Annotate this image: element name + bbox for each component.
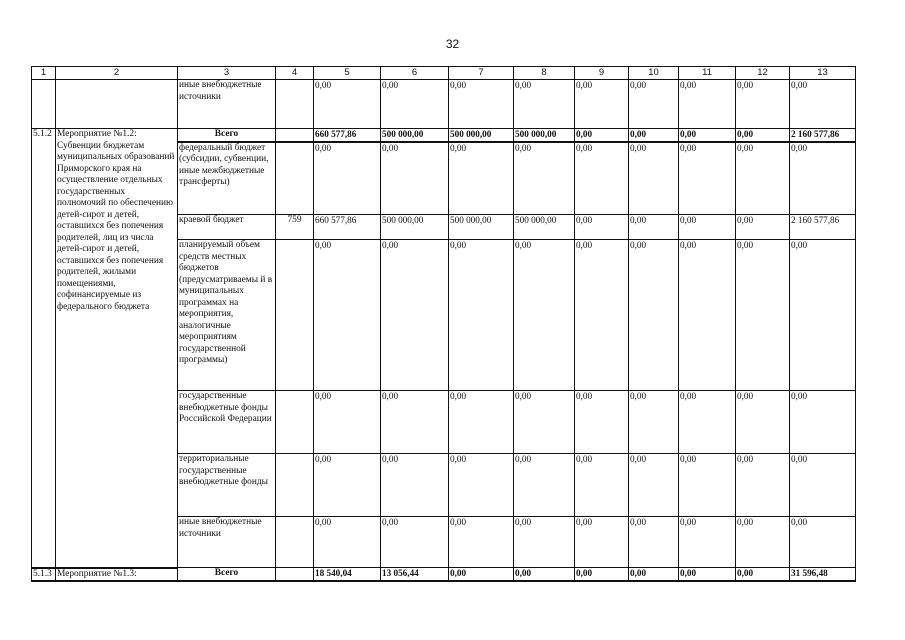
amount-cell: 0,00 bbox=[736, 517, 790, 568]
amount-cell: 31 596,48 bbox=[790, 568, 856, 582]
amount-cell: 0,00 bbox=[679, 129, 736, 142]
amount-cell: 0,00 bbox=[679, 517, 736, 568]
amount-cell: 0,00 bbox=[514, 391, 575, 454]
total-label: Всего bbox=[178, 129, 276, 142]
amount-cell: 0,00 bbox=[736, 215, 790, 240]
amount-cell: 0,00 bbox=[575, 142, 629, 215]
amount-cell: 0,00 bbox=[679, 568, 736, 582]
total-label: Всего bbox=[178, 568, 276, 582]
amount-cell: 0,00 bbox=[679, 240, 736, 391]
amount-cell: 0,00 bbox=[575, 391, 629, 454]
amount-cell: 0,00 bbox=[381, 240, 449, 391]
amount-cell: 0,00 bbox=[314, 142, 381, 215]
column-number: 10 bbox=[629, 67, 679, 80]
amount-cell: 0,00 bbox=[629, 80, 679, 129]
measure-title: Мероприятие №1.3: bbox=[56, 568, 178, 582]
amount-cell: 0,00 bbox=[629, 240, 679, 391]
row-id-cell: 5.1.2 bbox=[32, 129, 56, 568]
budget-code bbox=[276, 142, 314, 215]
amount-cell: 0,00 bbox=[514, 240, 575, 391]
amount-cell: 0,00 bbox=[736, 142, 790, 215]
amount-cell: 660 577,86 bbox=[314, 129, 381, 142]
amount-cell: 0,00 bbox=[314, 454, 381, 517]
amount-cell: 0,00 bbox=[381, 454, 449, 517]
amount-cell: 0,00 bbox=[736, 240, 790, 391]
table-row-total bbox=[32, 129, 856, 142]
column-number: 13 bbox=[790, 67, 856, 80]
amount-cell: 0,00 bbox=[314, 240, 381, 391]
amount-cell: 500 000,00 bbox=[514, 215, 575, 240]
amount-cell: 0,00 bbox=[381, 142, 449, 215]
funding-source: иные внебюджетные источники bbox=[178, 517, 276, 568]
amount-cell: 0,00 bbox=[449, 568, 514, 582]
column-number: 11 bbox=[679, 67, 736, 80]
amount-cell: 0,00 bbox=[514, 517, 575, 568]
funding-source: территориальные государственные внебюджетные фонды bbox=[178, 454, 276, 517]
budget-code bbox=[276, 391, 314, 454]
amount-cell: 13 056,44 bbox=[381, 568, 449, 582]
amount-cell: 0,00 bbox=[629, 215, 679, 240]
budget-code bbox=[276, 454, 314, 517]
column-number: 3 bbox=[178, 67, 276, 80]
funding-source: краевой бюджет bbox=[178, 215, 276, 240]
amount-cell: 0,00 bbox=[449, 240, 514, 391]
page-number: 32 bbox=[445, 37, 460, 51]
amount-cell: 0,00 bbox=[449, 454, 514, 517]
amount-cell: 0,00 bbox=[629, 129, 679, 142]
column-number-row bbox=[32, 67, 856, 80]
column-number: 6 bbox=[381, 67, 449, 80]
amount-cell: 0,00 bbox=[790, 454, 856, 517]
amount-cell: 0,00 bbox=[514, 80, 575, 129]
row-id-cell: 5.1.3 bbox=[32, 568, 56, 582]
amount-cell: 0,00 bbox=[514, 568, 575, 582]
measure-description: Субвенции бюджетам муниципальных образований Приморского края на осуществление отдельных государственных полномочий по обеспечению детей-сирот и детей, оставшихся без попечения родителей, лиц из числа детей-сирот и детей, оставшихся без попечения родителей, жилыми помещениями, софинансируемые из федерального бюджета bbox=[57, 140, 175, 312]
budget-code bbox=[276, 240, 314, 391]
amount-cell: 0,00 bbox=[381, 391, 449, 454]
amount-cell: 0,00 bbox=[790, 391, 856, 454]
budget-table bbox=[31, 66, 856, 582]
table-row-total bbox=[32, 568, 856, 582]
amount-cell: 2 160 577,86 bbox=[790, 129, 856, 142]
amount-cell: 0,00 bbox=[381, 80, 449, 129]
amount-cell: 0,00 bbox=[575, 517, 629, 568]
amount-cell: 0,00 bbox=[679, 454, 736, 517]
amount-cell: 0,00 bbox=[449, 80, 514, 129]
column-number: 4 bbox=[276, 67, 314, 80]
amount-cell: 500 000,00 bbox=[381, 129, 449, 142]
amount-cell: 500 000,00 bbox=[381, 215, 449, 240]
funding-source: государственные внебюджетные фонды Российской Федерации bbox=[178, 391, 276, 454]
funding-source: планируемый объем средств местных бюджетов (предусматриваемы й в муниципальных программах на мероприятия, аналогичные мероприятиям государственной программы) bbox=[178, 240, 276, 391]
funding-source: иные внебюджетные источники bbox=[178, 80, 276, 129]
amount-cell: 0,00 bbox=[790, 517, 856, 568]
budget-code bbox=[276, 517, 314, 568]
column-number: 8 bbox=[514, 67, 575, 80]
row-title-cell bbox=[56, 80, 178, 129]
amount-cell: 0,00 bbox=[629, 454, 679, 517]
measure-cell bbox=[56, 129, 178, 568]
amount-cell: 0,00 bbox=[736, 454, 790, 517]
row-id-cell bbox=[32, 80, 56, 129]
column-number: 1 bbox=[32, 67, 56, 80]
amount-cell: 0,00 bbox=[679, 142, 736, 215]
amount-cell: 0,00 bbox=[575, 454, 629, 517]
amount-cell: 0,00 bbox=[679, 391, 736, 454]
amount-cell: 660 577,86 bbox=[314, 215, 381, 240]
amount-cell: 0,00 bbox=[449, 391, 514, 454]
amount-cell: 0,00 bbox=[514, 454, 575, 517]
amount-cell: 0,00 bbox=[575, 129, 629, 142]
amount-cell: 0,00 bbox=[575, 568, 629, 582]
amount-cell: 0,00 bbox=[736, 80, 790, 129]
amount-cell: 0,00 bbox=[629, 517, 679, 568]
amount-cell: 0,00 bbox=[381, 517, 449, 568]
amount-cell: 0,00 bbox=[449, 517, 514, 568]
amount-cell: 0,00 bbox=[629, 391, 679, 454]
amount-cell: 0,00 bbox=[790, 142, 856, 215]
amount-cell: 0,00 bbox=[629, 142, 679, 215]
amount-cell: 0,00 bbox=[314, 517, 381, 568]
table-row bbox=[32, 80, 856, 129]
funding-source: федеральный бюджет (субсидии, субвенции, иные межбюджетные трансферты) bbox=[178, 142, 276, 215]
column-number: 12 bbox=[736, 67, 790, 80]
amount-cell: 0,00 bbox=[575, 215, 629, 240]
column-number: 2 bbox=[56, 67, 178, 80]
amount-cell: 0,00 bbox=[679, 80, 736, 129]
budget-code: 759 bbox=[276, 215, 314, 240]
budget-code bbox=[276, 80, 314, 129]
amount-cell: 0,00 bbox=[514, 142, 575, 215]
amount-cell: 0,00 bbox=[449, 142, 514, 215]
amount-cell: 500 000,00 bbox=[449, 215, 514, 240]
amount-cell: 0,00 bbox=[314, 80, 381, 129]
amount-cell: 500 000,00 bbox=[449, 129, 514, 142]
budget-code bbox=[276, 129, 314, 142]
amount-cell: 0,00 bbox=[736, 568, 790, 582]
amount-cell: 0,00 bbox=[790, 240, 856, 391]
amount-cell: 0,00 bbox=[575, 80, 629, 129]
column-number: 7 bbox=[449, 67, 514, 80]
amount-cell: 18 540,04 bbox=[314, 568, 381, 582]
amount-cell: 500 000,00 bbox=[514, 129, 575, 142]
amount-cell: 0,00 bbox=[736, 391, 790, 454]
column-number: 9 bbox=[575, 67, 629, 80]
column-number: 5 bbox=[314, 67, 381, 80]
amount-cell: 2 160 577,86 bbox=[790, 215, 856, 240]
measure-title: Мероприятие №1.2: bbox=[57, 129, 137, 139]
amount-cell: 0,00 bbox=[679, 215, 736, 240]
amount-cell: 0,00 bbox=[575, 240, 629, 391]
amount-cell: 0,00 bbox=[314, 391, 381, 454]
amount-cell: 0,00 bbox=[629, 568, 679, 582]
budget-code bbox=[276, 568, 314, 582]
amount-cell: 0,00 bbox=[790, 80, 856, 129]
amount-cell: 0,00 bbox=[736, 129, 790, 142]
